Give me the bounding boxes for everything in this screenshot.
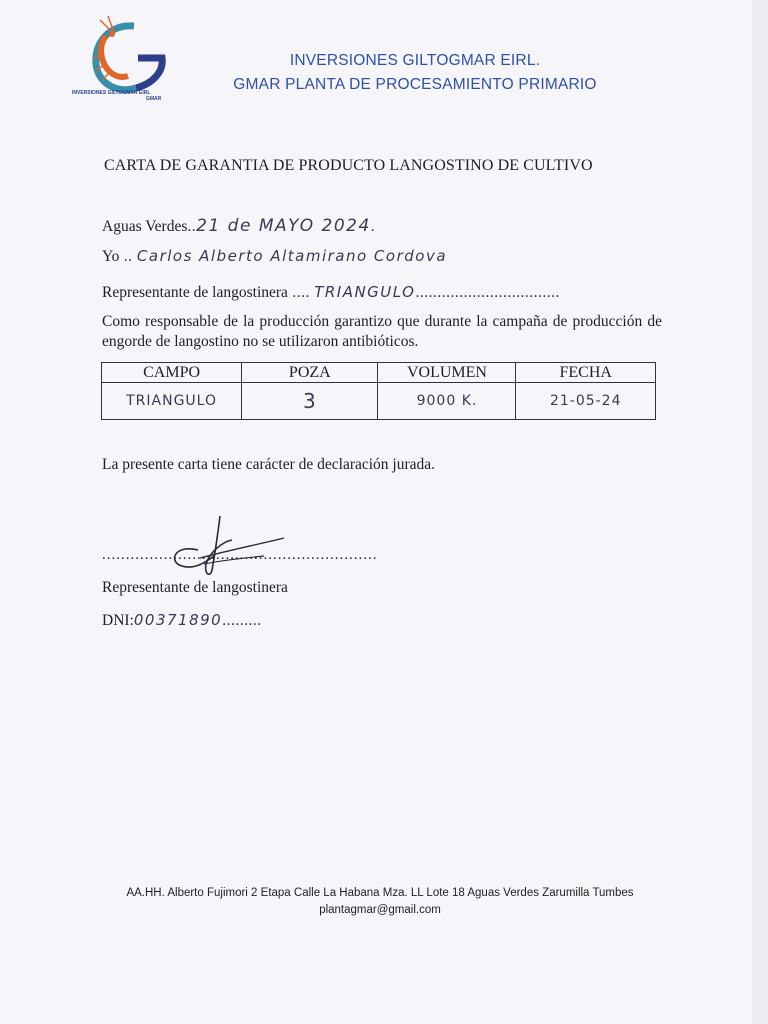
dni-line: DNI:00371890.........	[102, 611, 262, 629]
name-line: Yo .. Carlos Alberto Altamirano Cordova	[102, 247, 448, 265]
footer-address: AA.HH. Alberto Fujimori 2 Etapa Calle La Habana Mza. LL Lote 18 Aguas Verdes Zarumilla Tumbes	[126, 887, 634, 899]
handwritten-date: 21 de MAYO 2024	[196, 216, 371, 236]
signatory-role: Representante de langostinera	[102, 579, 288, 596]
signature-line: ..........................................................	[102, 547, 378, 563]
declaration-text: La presente carta tiene carácter de declaración jurada.	[102, 456, 436, 473]
company-logo	[72, 14, 172, 104]
col-volumen: VOLUMEN	[378, 363, 516, 383]
date-line: Aguas Verdes..21 de MAYO 2024.	[102, 216, 376, 236]
production-table	[101, 362, 656, 420]
company-subtitle: GMAR PLANTA DE PROCESAMIENTO PRIMARIO	[233, 76, 597, 93]
handwritten-name: Carlos Alberto Altamirano Cordova	[136, 247, 448, 265]
col-poza: POZA	[242, 363, 378, 383]
place-label: Aguas Verdes	[102, 218, 188, 235]
yo-label: Yo	[102, 248, 120, 265]
col-campo: CAMPO	[102, 363, 242, 383]
table-row	[102, 383, 656, 420]
guarantee-paragraph: Como responsable de la producción garantizo que durante la campaña de producción de engorde de langostino no se utilizaron antibióticos.	[102, 313, 662, 350]
cell-volumen: 9000 K.	[378, 383, 516, 420]
footer-email: plantagmar@gmail.com	[319, 904, 441, 916]
logo-caption-right: GMAR	[146, 96, 162, 102]
col-fecha: FECHA	[516, 363, 656, 383]
company-name: INVERSIONES GILTOGMAR EIRL.	[289, 52, 541, 69]
dni-label: DNI:	[102, 612, 134, 629]
handwritten-dni: 00371890	[133, 611, 223, 629]
scan-edge	[752, 0, 768, 1024]
handwritten-farm: TRIANGULO	[314, 283, 416, 301]
representative-line: Representante de langostinera .... TRIANGULO.................................	[102, 283, 560, 301]
document-title: CARTA DE GARANTIA DE PRODUCTO LANGOSTINO DE CULTIVO	[104, 157, 593, 174]
signature-icon	[160, 512, 290, 582]
cell-fecha: 21-05-24	[516, 383, 656, 420]
logo-caption-left: INVERSIONES GILTOGMAR EIRL	[72, 90, 151, 96]
table-header-row	[102, 363, 656, 383]
cell-poza: 3	[242, 383, 378, 420]
cell-campo: TRIANGULO	[102, 383, 242, 420]
representative-label: Representante de langostinera	[102, 284, 288, 301]
